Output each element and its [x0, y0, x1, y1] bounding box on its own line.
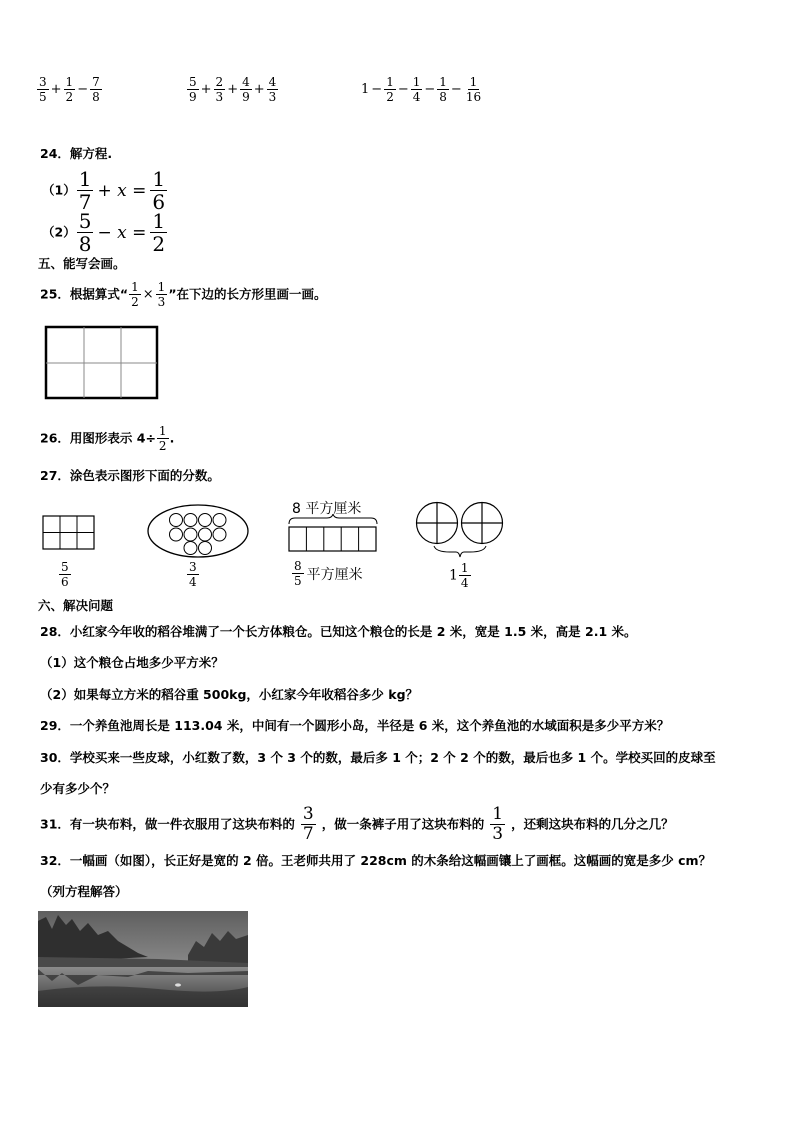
expression-3: 1 − $\frac{1}{2}$ − $\frac{1}{4}$ − $\frac{1}{8}$ − $\frac{1}{16}$ [361, 75, 482, 104]
q27-area-label: 8 平方厘米 [292, 501, 362, 517]
q26-text: 26．用图形表示 4÷ $\frac{1}{2}$ . [40, 424, 175, 453]
q27-figure-oval-circles [146, 503, 250, 559]
q28-part2: （2）如果每立方米的稻谷重 500kg，小红家今年收稻谷多少 kg？ [40, 687, 419, 702]
q25-text: 25．根据算式“ $\frac{1}{2}$ × $\frac{1}{3}$ ”在下边的长方形里画一画。 [40, 280, 327, 309]
expression-2: $\frac{5}{9}$ + $\frac{2}{3}$ + $\frac{4}{9}$ + $\frac{4}{3}$ [189, 75, 277, 104]
expression-1: $\frac{3}{5}$ + $\frac{1}{2}$ − $\frac{7}{8}$ [39, 75, 100, 104]
q30-line1: 30．学校买来一些皮球，小红数了数，3 个 3 个的数，最后多 1 个；2 个 2 个的数，最后也多 1 个。学校买回的皮球至 [40, 750, 716, 765]
q32-landscape-painting [38, 911, 248, 1007]
q28-text: 28．小红家今年收的稻谷堆满了一个长方体粮仓。已知这个粮仓的长是 2 米，宽是 1.5 米，高是 2.1 米。 [40, 624, 637, 639]
q27-fraction-3: $\frac{8}{5}$ 平方厘米 [294, 559, 363, 588]
q27-fraction-1: $\frac{5}{6}$ [61, 560, 69, 589]
q32-text: 32．一幅画（如图），长正好是宽的 2 倍。王老师共用了 228cm 的木条给这幅画镶上了画框。这幅画的宽是多少 cm？ [40, 853, 712, 868]
q27-figure-two-circles [414, 501, 506, 559]
q27-fraction-4: 1 $\frac{1}{4}$ [449, 561, 469, 590]
q25-rectangle-grid [44, 325, 160, 401]
q24-part2: （2） $\frac{5}{8}$ − x = $\frac{1}{2}$ [42, 209, 166, 256]
section-5-heading: 五、能写会画。 [38, 256, 126, 271]
q31-text: 31．有一块布料，做一件衣服用了这块布料的 $\frac{3}{7}$ ，做一条裤子用了这块布料的 $\frac{1}{3}$ ，还剩这块布料的几分之几？ [40, 804, 674, 844]
q27-fraction-2: $\frac{3}{4}$ [189, 560, 197, 589]
q32-note: （列方程解答） [40, 884, 128, 899]
q24-part1: （1） $\frac{1}{7}$ + x = $\frac{1}{6}$ [42, 167, 166, 214]
q27-figure-grid [42, 515, 96, 551]
section-6-heading: 六、解决问题 [38, 598, 114, 613]
q29-text: 29．一个养鱼池周长是 113.04 米，中间有一个圆形小岛，半径是 6 米，这个养鱼池的水域面积是多少平方米？ [40, 718, 670, 733]
q27-title: 27．涂色表示图形下面的分数。 [40, 468, 220, 483]
q24-title: 24．解方程. [40, 146, 113, 161]
q28-part1: （1）这个粮仓占地多少平方米？ [40, 655, 224, 670]
q27-figure-brace-rect [287, 514, 379, 554]
q30-line2: 少有多少个？ [40, 781, 116, 796]
